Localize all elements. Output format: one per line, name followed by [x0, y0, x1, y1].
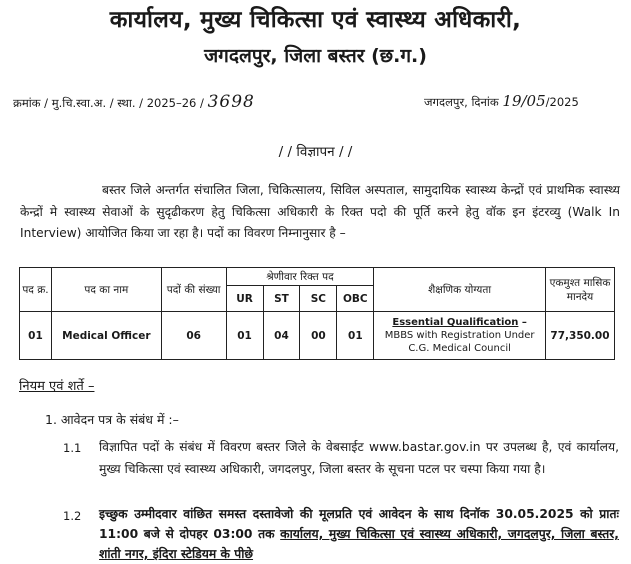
cell-ur: 01: [226, 312, 263, 360]
cell-qualification: [374, 312, 546, 360]
intro-paragraph: बस्तर जिले अन्तर्गत संचालित जिला, चिकित्सालय, सिविल अस्पताल, सामुदायिक स्वास्थ्य केन्द्रों एवं प्राथमिक स्वास्थ्य केन्द्रों मे स्वास्थ्य सेवाओं के सुदृढीकरण हेतु चिकित्सा अधिकारी के रिक्त पदो की पूर्ति करने हेतु वॉक इन इंटरव्यु (Walk In Interview) आयोजित किया जा रहा है। पदों का विवरण निम्नानुसार है –: [20, 183, 620, 240]
header-post-name: पद का नाम: [51, 268, 161, 312]
header-salary: एकमुश्त मासिक मानदेय: [545, 268, 614, 312]
cell-sc: 00: [300, 312, 337, 360]
header-st: ST: [263, 286, 300, 312]
header-post-count: पदों की संख्या: [161, 268, 226, 312]
item-1-1-text: विज्ञापित पदों के संबंध में विवरण बस्तर जिले के वेबसाईट www.bastar.gov.in पर उपलब्ध है, एवं कार्यालय, मुख्य चिकित्सा एवं स्वास्थ्य अधिकारी, जगदलपुर, जिला बस्तर के सूचना पटल पर चस्पा किया गया है।: [99, 440, 619, 476]
reference-prefix: क्रमांक / मु.चि.स्वा.अ. / स्था. / 2025–26 /: [13, 96, 204, 110]
header-category-group: श्रेणीवार रिक्त पद: [226, 268, 374, 286]
item-1-2-text-b: कार्यालय, मुख्य चिकित्सा एवं स्वास्थ्य अधिकारी, जगदलपुर, जिला बस्तर, शांती नगर, इंदिरा स्टेडियम के पीछे: [99, 527, 619, 561]
table-row: [20, 312, 615, 360]
office-location: जगदलपुर, जिला बस्तर (छ.ग.): [204, 45, 427, 67]
date-year: /2025: [545, 95, 579, 109]
item-1-1-number: 1.1: [63, 441, 82, 455]
header-qualification: शैक्षणिक योग्यता: [374, 268, 546, 312]
item-1-2-text: [99, 504, 619, 564]
header-ur: UR: [226, 286, 263, 312]
cell-salary: 77,350.00: [545, 312, 614, 360]
header-serial: पद क्र.: [20, 268, 52, 312]
qualification-dash: –: [518, 317, 527, 328]
reference-number: [13, 92, 255, 112]
vacancy-table: [19, 267, 615, 360]
header-obc: OBC: [337, 286, 374, 312]
section-1-title: 1. आवेदन पत्र के संबंध में :–: [45, 412, 179, 427]
qualification-text: MBBS with Registration Under C.G. Medical Council: [384, 330, 535, 354]
cell-post-name: Medical Officer: [51, 312, 161, 360]
item-1-2-number: 1.2: [63, 509, 82, 523]
cell-serial: 01: [20, 312, 52, 360]
cell-obc: 01: [337, 312, 374, 360]
issue-date: [424, 92, 579, 110]
header-sc: SC: [300, 286, 337, 312]
reference-handwritten-number: 3698: [207, 92, 255, 112]
date-prefix: जगदलपुर, दिनांक: [424, 95, 499, 109]
rules-heading: [19, 376, 94, 394]
item-1-2-text-a: इच्छुक उम्मीदवार वांछित समस्त दस्तावेजो की मूलप्रति एवं आवेदन के साथ दिनॉक 30.05.2025 को प्रातः 11:00 बजे से दोपहर 03:00 तक: [99, 507, 619, 541]
office-title: कार्यालय, मुख्य चिकित्सा एवं स्वास्थ्य अधिकारी,: [109, 7, 522, 33]
cell-post-count: 06: [161, 312, 226, 360]
rules-heading-text: नियम एवं शर्ते –: [19, 379, 95, 394]
qualification-title: Essential Qualification: [392, 317, 519, 328]
cell-st: 04: [263, 312, 300, 360]
date-handwritten: 19/05: [502, 92, 546, 110]
advertisement-title: / / विज्ञापन / /: [278, 144, 353, 160]
